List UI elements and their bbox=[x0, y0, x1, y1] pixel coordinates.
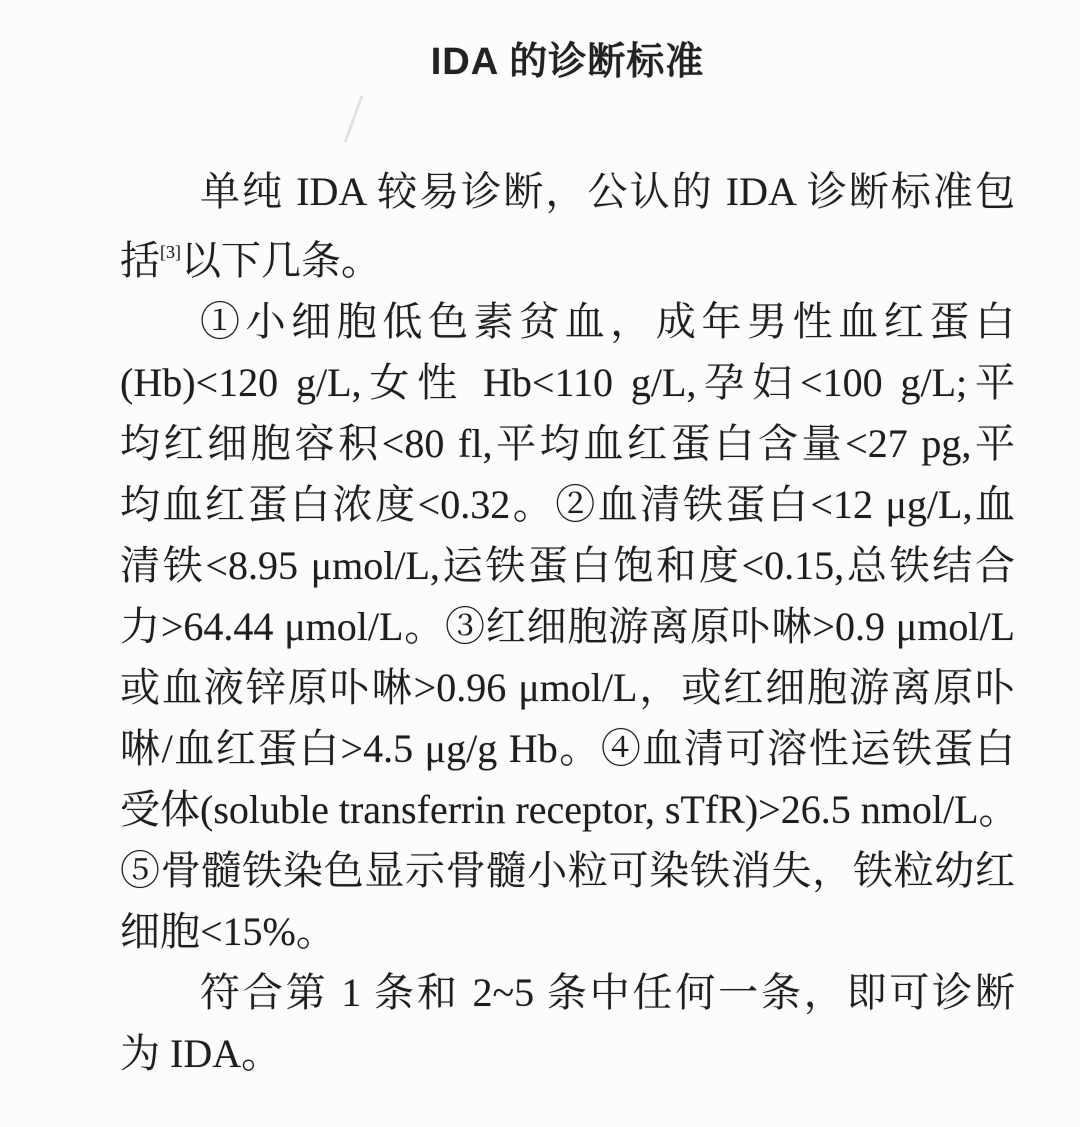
text-run: 为 IDA。 bbox=[120, 1031, 282, 1076]
superscript-reference: [3] bbox=[160, 242, 181, 262]
text-run: 清铁<8.95 μmol/L,运铁蛋白饱和度<0.15,总铁结合 bbox=[120, 543, 1015, 588]
text-run: 或血液锌原卟啉>0.96 μmol/L，或红细胞游离原卟 bbox=[120, 665, 1015, 710]
text-line bbox=[120, 901, 1015, 962]
text-run: 以下几条。 bbox=[181, 238, 381, 283]
text-line bbox=[120, 291, 1015, 352]
text-run: (Hb)<120 g/L,女性 Hb<110 g/L,孕妇<100 g/L;平 bbox=[120, 360, 1015, 405]
text-line bbox=[120, 474, 1015, 535]
text-line bbox=[120, 161, 1015, 222]
text-run: 符合第 1 条和 2~5 条中任何一条，即可诊断 bbox=[200, 970, 1015, 1015]
text-run: 啉/血红蛋白>4.5 μg/g Hb。④血清可溶性运铁蛋白 bbox=[120, 726, 1015, 771]
text-run: 均红细胞容积<80 fl,平均血红蛋白含量<27 pg,平 bbox=[120, 421, 1015, 466]
text-run: ⑤骨髓铁染色显示骨髓小粒可染铁消失，铁粒幼红 bbox=[120, 848, 1015, 893]
page-title: IDA 的诊断标准 bbox=[430, 41, 705, 83]
paragraph bbox=[120, 161, 1015, 291]
text-run: 受体(soluble transferrin receptor, sTfR)>26.5 nmol/L。 bbox=[120, 787, 1019, 832]
text-run: 力>64.44 μmol/L。③红细胞游离原卟啉>0.9 μmol/L bbox=[120, 604, 1015, 649]
text-line bbox=[120, 718, 1015, 779]
paragraph bbox=[120, 291, 1019, 962]
text-run: 均血红蛋白浓度<0.32。②血清铁蛋白<12 μg/L,血 bbox=[120, 482, 1015, 527]
text-run: 细胞<15%。 bbox=[120, 909, 336, 954]
text-line bbox=[120, 962, 1015, 1023]
text-line bbox=[120, 840, 1015, 901]
text-run: 括 bbox=[120, 238, 160, 283]
text-line bbox=[120, 413, 1015, 474]
document-body bbox=[120, 161, 1019, 1084]
text-run: ①小细胞低色素贫血，成年男性血红蛋白 bbox=[200, 299, 1015, 344]
text-line bbox=[120, 657, 1015, 718]
text-line bbox=[120, 535, 1015, 596]
text-line bbox=[120, 352, 1015, 413]
text-line bbox=[120, 222, 1015, 291]
text-line bbox=[120, 779, 1019, 840]
text-line bbox=[120, 1023, 1015, 1084]
text-run: 单纯 IDA 较易诊断，公认的 IDA 诊断标准包 bbox=[200, 169, 1015, 214]
scan-artifact bbox=[344, 95, 364, 143]
paragraph bbox=[120, 962, 1015, 1084]
text-line bbox=[120, 596, 1015, 657]
